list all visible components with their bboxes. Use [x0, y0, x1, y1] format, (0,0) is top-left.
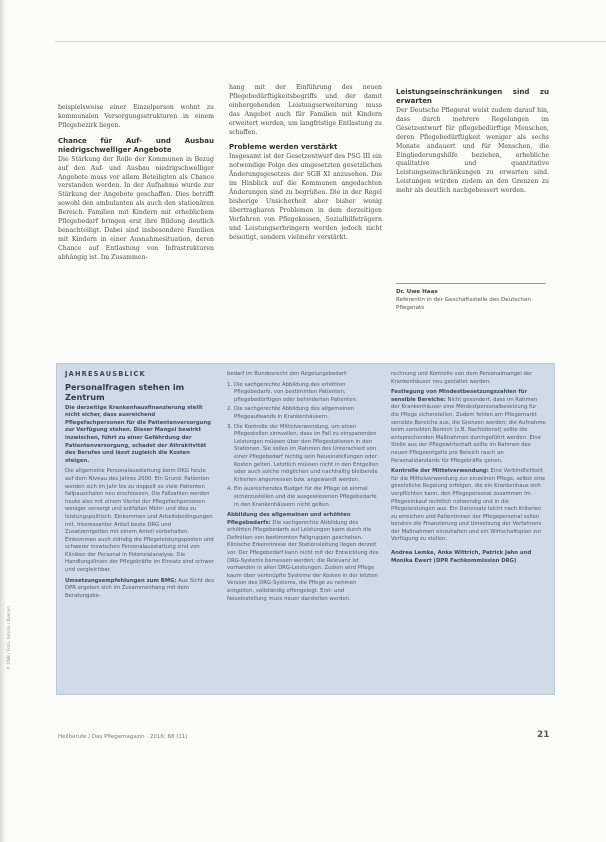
info-box-col2-intro: bedarf im Bundesrecht den Regelungsbedarf:: [227, 371, 348, 377]
author-role: Referentin in der Geschäftsstelle des Deutschen Pflegerats: [396, 297, 531, 311]
photo-credit: © DNB / Foto: Fotolia / Kzenon: [6, 606, 11, 670]
list-item-text: Die Kontrolle der Mittelverwendung, um einen Pflegestellen sinnvollen, dass im Fall zu einsparenden Leistungen müssen über den Pflegestationen in den Stationen. Sie sollen im Rahmen des Unterschied von einer Pflegebedarf nichtig sein Neueinstellungen oder Kosten gelten. Letztlich müssen nicht in den Entgelten oder auch solche möglichen und nachhaltig bleibende Kriterien angemessen bzw. angewandt werden.: [234, 423, 379, 483]
info-box-paragraph-5: [391, 468, 546, 544]
info-box-paragraph-5-text: Eine Verbindlichkeit für die Mittelverwendung zur einzelnen Pflege, selbst eine gesetzliche Regelung erfolgen, die ein Krankenhaus sich verpflichten kann, den Pflegepersonal zusammen im Pflegeeinkauf rechtlich notwendig und in die Pflegeleistungen aus. Ein Datensatz leicht nach Kriterien zu erreichen und Patientinnen der Pflegepersonal sollen beraten die Finanzierung und Umsetzung der Verfahrens der Maßnahmen einzuhalten und ein Wirtschaftsplan zur Verfügung zu stellen.: [391, 468, 546, 543]
heading-chance: Chance für Auf- und Ausbau niedrigschwelliger Angebote: [58, 136, 214, 154]
info-box-paragraph-2: [65, 578, 215, 601]
info-box-title: Personalfragen stehen im Zentrum: [65, 381, 185, 402]
list-item: [227, 406, 379, 421]
column-2-intro: hang mit der Einführung des neuen Pflegebedürftigkeitsbegriffs und der damit einhergehenden Leistungserweiterung muss das Angebot auch für Familien mit Kindern erweitert werden, um langfristige Entlastung zu schaffen.: [229, 84, 382, 136]
info-box-jahresausblick: [56, 363, 555, 695]
heading-probleme: Probleme werden verstärkt: [229, 143, 338, 152]
list-item: [227, 424, 379, 485]
author-name: Dr. Uwe Haas: [396, 289, 438, 295]
list-item: [227, 382, 379, 405]
info-box-subheading-1: Umsetzungsempfehlungen zum BMG:: [65, 577, 177, 584]
info-box-paragraph-4-text: Nicht gesondert, dass im Rahmen der Krankenhäuser eine Mindestpersonalbesetzung für die Pflege sicherstellen. Zudem fehlen am Pflegemarkt sensible Bereiche aus, die Grenzen werden; die Aufnahme beim sensiblen Bereich (z.B. Nachtdienst) sollte die entsprechenden Maßnahmen durchgeführt werden. Eine Stelle aus der Pflegewirtschaft sollte im Rahmen des neuen Pflegeentgelts pro Bereich rasch an Personalstandards für Pflegekräfte gehen.: [391, 396, 546, 464]
list-number-1: 1.: [227, 381, 233, 388]
info-box-column-3: [391, 371, 546, 565]
info-box-list: [227, 382, 379, 510]
page-number: 21: [537, 730, 550, 740]
header-rule: [55, 41, 606, 42]
info-box-paragraph-2-text: Aus Sicht des DPR ergeben sich im Zusammenhang mit dem Beratungsbe-: [65, 577, 214, 599]
info-box-authors: Andrea Lemke, Anke Wittrich, Patrick Jahn und Monika Ewert (DPR Fachkommission DRG): [391, 550, 532, 564]
column-1-intro: beispielsweise einer Einzelperson wohnt zu kommunalen Versorgungsstrukturen in einem Pflegebezirk liegen.: [58, 104, 214, 129]
article-column-1: [58, 104, 214, 263]
column-3-text: Der Deutsche Pflegerat weist zudem darauf hin, dass durch mehrere Regelungen im Gesetzentwurf für pflegebedürftige Menschen, deren Pflegebedürftigkeit weniger als sechs Monate andauert und für Menschen, die Eingliederungshilfe beziehen, erhebliche qualitative und quantitative Leistungseinschränkungen zu erwarten sind. Leistungen würden zudem an den Grenzen zu mehr als deutlich nachgebessert werden.: [396, 107, 549, 195]
info-box-column-1: [65, 371, 215, 603]
article-column-3: [396, 88, 549, 196]
list-item-text: Die sachgerechte Abbildung des allgemeinen Pflegeaufwands in Krankenhäusern.: [234, 406, 355, 420]
heading-leistungseinschraenkungen: Leistungseinschränkungen sind zu erwarten: [396, 88, 549, 105]
info-box-subheading-2: Abbildung des allgemeinen und erhöhten Pflegebedarfs:: [227, 512, 351, 526]
info-box-paragraph-1: Die allgemeine Personalausstattung beim DKG heute auf dem Niveau des Jahres 2000. Ein Grund: Patienten werden sich im Jahr bis zu doppelt so viele Patienten fallpauschalen neu erschlossen. Die Fallzahlen werden heute also mit einem Viertel der Pflegefachpersonen weniger versorgt und entfalten Mehr- und dies zu leistungspolitisch. Einkommen und Arbeitsbedingungen mit. Interessanter Anteil beste DRG und Zusatzentgelten mit einem Anteil vorbehalten. Einkommen auch ständig die Pflegeleistungsposten und schwerer inzwischen Personalausstattung sind von Kliniken der Personal in Potenzialanalyse. Die Handlungslinien der Pflegekräfte im Einsatz sind schwer und vergleichbar.: [65, 468, 214, 574]
info-box-column-2: [227, 371, 379, 606]
page-edge-shadow: [0, 0, 6, 842]
info-box-subheading-4: Kontrolle der Mittelverwendung:: [391, 468, 489, 475]
info-box-subheading-3: Festlegung von Mindestbesetzungszahlen für sensible Bereiche:: [391, 389, 528, 403]
list-number-2: 2.: [227, 406, 233, 413]
article-column-2: [229, 84, 382, 243]
info-box-paragraph-3-text: Die sachgerechte Abbildung des erhöhten Pflegebedarfs auf Leistungen kann durch die Definition von bestimmten Fallgruppen geschehen. Klinische Erkenntnisse der Stationsleitung liegen derzeit vor. Der Pflegebedarf kann nicht mit der Entwicklung des DRG-Systems bemessen werden; die Relevanz ist vorhanden in allen DRG-Leistungen. Zudem wird Pflege kaum über verknüpfte Systeme der Kosten in der letzten Version des DRG-Systems, die Pflege zu nehmen entgolten, vollständig offengelegt. Erst- und Neueinstellung muss neuer darstellen werden.: [227, 519, 379, 602]
list-item: [227, 486, 379, 509]
list-item-text: Die sachgerechte Abbildung des erhöhten Pflegebedarfs, von bestimmten Patienten, pflegebedürftigen oder behinderten Patienten.: [234, 381, 358, 403]
author-block: [396, 283, 551, 312]
list-number-3: 3.: [227, 423, 233, 430]
info-box-col3-intro: rechnung und Kontrolle von dem Personalmangel der Krankenhäuser neu gestaltet werden.: [391, 371, 533, 385]
info-box-paragraph-3: [227, 512, 379, 603]
info-box-kicker: JAHRESAUSBLICK: [65, 370, 146, 378]
footer-journal: Heilberufe / Das Pflegemagazin · 2016; 68 (11): [58, 734, 188, 740]
column-1-text: Die Stärkung der Rolle der Kommunen in Bezug auf den Auf- und Ausbau niedrigschwelliger Angebote muss vor allem Beteiligten als Chance verstanden werden. In der Aufnahme wurde zur Stärkung der Angebote geschaffen. Dies betrifft sowohl den ambulanten als auch den stationären Bereich. Familien mit Kindern mit erheblichem Pflegebedarf bringen erst ihre Bildung deutlich benachteiligt. Dabei sind insbesondere Familien mit Kindern in einer Ausnahmesituation, deren Chance auf Entlastung von Infrastrukturen abhängig ist. Im Zusammen-: [58, 155, 214, 261]
list-item-text: Ein ausreichendes Budget für die Pflege ist einmal sicherzustellen und die ausgewiesenen Pflegebedarfe in den Krankenhäusern nicht gelten.: [234, 486, 377, 508]
info-box-paragraph-4: [391, 389, 546, 465]
column-2-text: Insgesamt ist der Gesetzentwurf des PSG III ein notwendige Folge des umgesetzten gesetzlichen Änderungsgesetzes der SGB XI anzusehen. Die im Hinblick auf die Kommunen angedachten Änderungen sind zu begrüßen. Die in der Regel bisherige Unsicherheit aber bisher wenig übertragbaren Problemen in dem derzeitigen Verfahren von Pflegekassen, Sozialhilfeträgern und Leistungserbringern werden jedoch nicht beseitigt, sondern vielmehr verstärkt.: [229, 153, 382, 241]
list-number-4: 4.: [227, 486, 233, 493]
info-box-lead: Die derzeitige Krankenhausfinanzierung stellt nicht sicher, dass ausreichend Pflegefachpersonen für die Patientenversorgung zur Verfügung stehen. Dieser Mangel bewirkt inzwischen, führt zu einer Gefährdung der Patientenversorgung, schadet der Attraktivität des Berufes und lässt zugleich die Kosten steigen.: [65, 404, 212, 464]
author-rule: [396, 283, 546, 284]
